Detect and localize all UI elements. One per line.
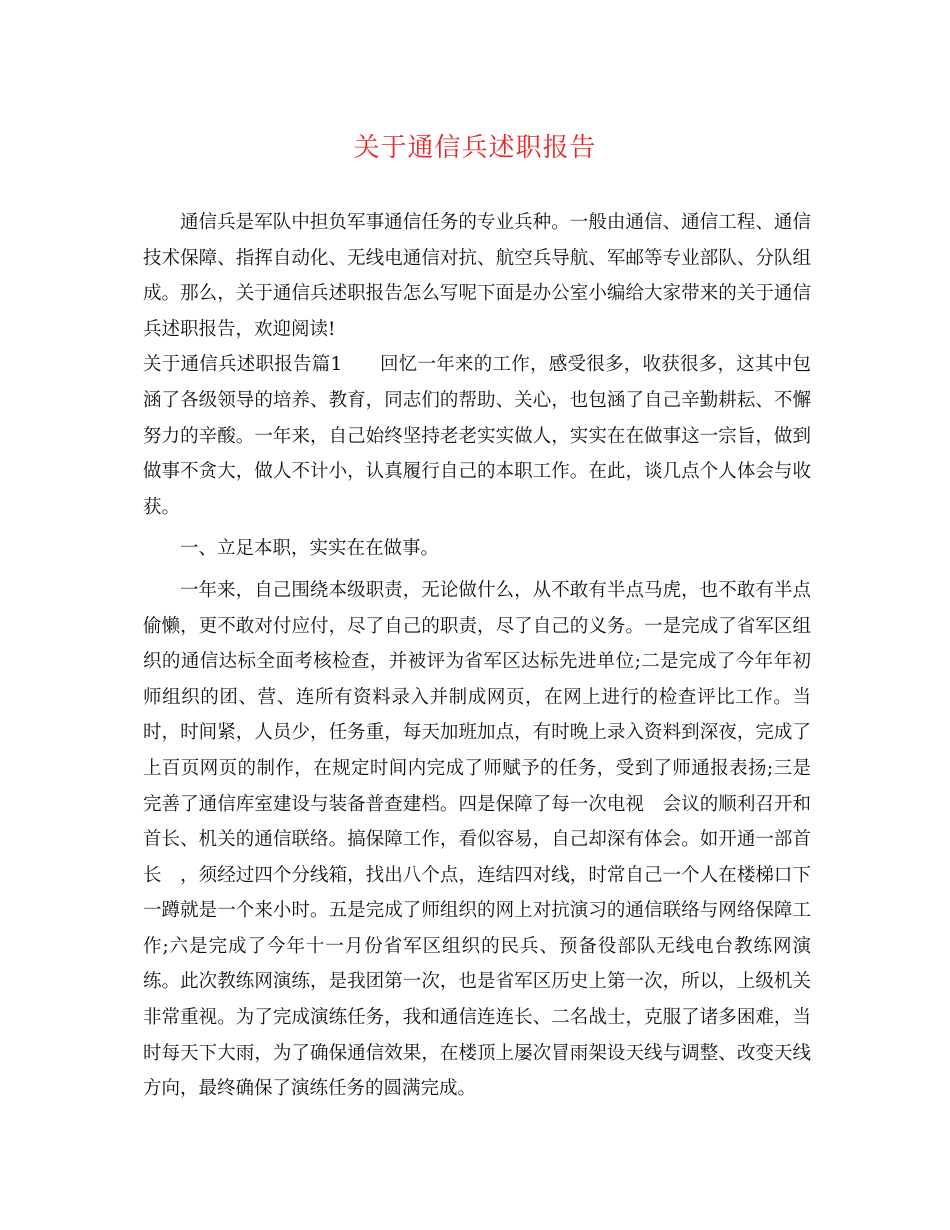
document-body bbox=[143, 205, 811, 1107]
report-paragraph-1: 关于通信兵述职报告篇1 回忆一年来的工作，感受很多，收获很多，这其中包涵了各级领导的培养、教育，同志们的帮助、关心，也包涵了自己辛勤耕耘、不懈努力的辛酸。一年来，自己始终坚持老老实实做人，实实在在做事这一宗旨，做到做事不贪大，做人不计小，认真履行自己的本职工作。在此，谈几点个人体会与收获。 bbox=[143, 354, 811, 518]
intro-paragraph: 通信兵是军队中担负军事通信任务的专业兵种。一般由通信、通信工程、通信技术保障、指挥自动化、无线电通信对抗、航空兵导航、军邮等专业部队、分队组成。那么，关于通信兵述职报告怎么写呢下面是办公室小编给大家带来的关于通信兵述职报告，欢迎阅读! bbox=[143, 212, 811, 340]
document-title: 关于通信兵述职报告 bbox=[353, 133, 597, 163]
section-paragraph-1: 一年来，自己围绕本级职责，无论做什么，从不敢有半点马虎，也不敢有半点偷懒，更不敢对付应付，尽了自己的职责，尽了自己的义务。一是完成了省军区组织的通信达标全面考核检查，并被评为省军区达标先进单位;二是完成了今年年初师组织的团、营、连所有资料录入并制成网页，在网上进行的检查评比工作。当时，时间紧，人员少，任务重，每天加班加点，有时晚上录入资料到深夜，完成了上百页网页的制作，在规定时间内完成了师赋予的任务，受到了师通报表扬;三是完善了通信库室建设与装备普查建档。四是保障了每一次电视 会议的顺利召开和首长、机关的通信联络。搞保障工作，看似容易，自己却深有体会。如开通一部首长 ，须经过四个分线箱，找出八个点，连结四对线，时常自己一个人在楼梯口下一蹲就是一个来小时。五是完成了师组织的网上对抗演习的通信联络与网络保障工作;六是完成了今年十一月份省军区组织的民兵、预备役部队无线电台教练网演练。此次教练网演练，是我团第一次，也是省军区历史上第一次，所以，上级机关非常重视。为了完成演练任务，我和通信连连长、二名战士，克服了诸多困难，当时每天下大雨，为了确保通信效果，在楼顶上屡次冒雨架设天线与调整、改变天线方向，最终确保了演练任务的圆满完成。 bbox=[143, 579, 811, 1100]
section-heading-1: 一、立足本职，实实在在做事。 bbox=[180, 538, 440, 560]
